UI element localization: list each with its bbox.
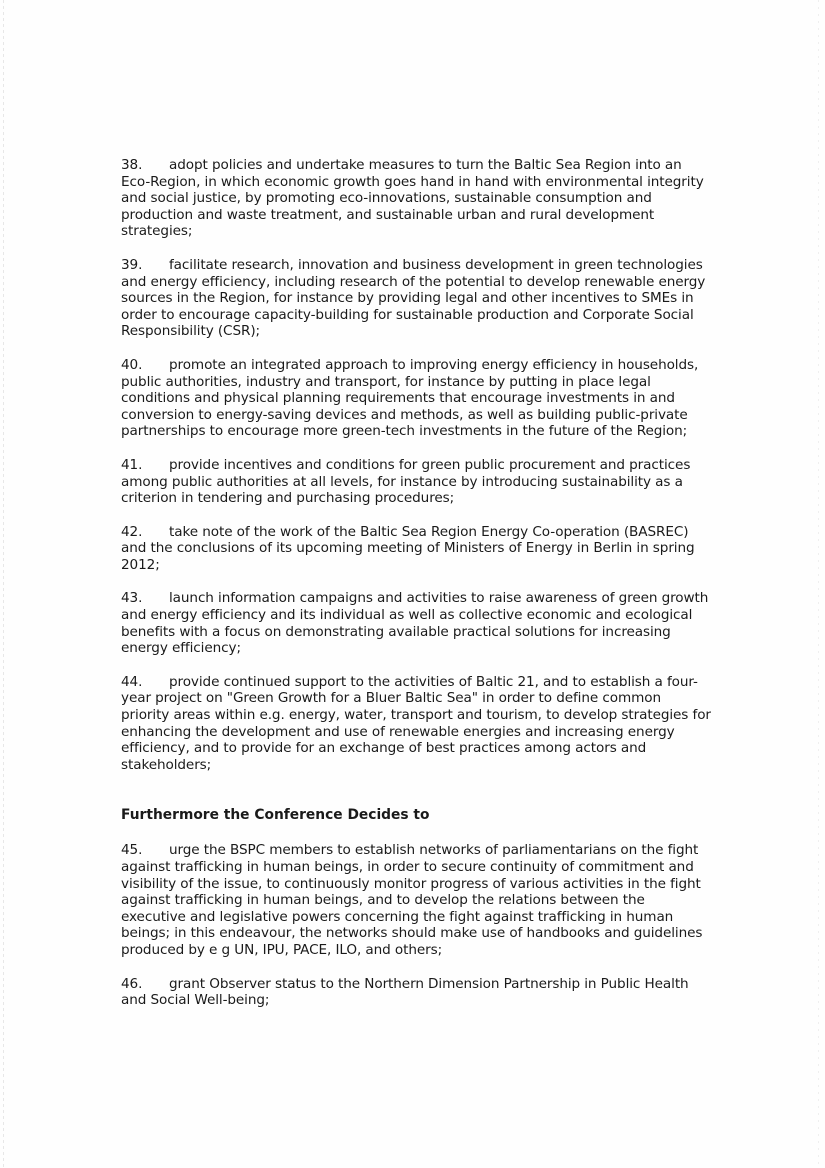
paragraph-42 [121,524,711,574]
paragraph-text: take note of the work of the Baltic Sea Region Energy Co-operation (BASREC) and the conclusions of its upcoming meeting of Ministers of Energy in Berlin in spring 2012; [121,523,695,573]
paragraph-number: 42. [121,523,143,540]
paragraph-39 [121,257,711,340]
paragraph-number: 44. [121,673,143,690]
paragraph-45 [121,842,711,958]
paragraph-number: 38. [121,157,143,173]
paragraph-44 [121,674,711,774]
paragraph-text: provide continued support to the activities of Baltic 21, and to establish a four-year project on "Green Growth for a Bluer Baltic Sea" in order to define common priority areas within e.g. energy, water, transport and tourism, to develop strategies for enhancing the development and use of renewable energies and increasing energy efficiency, and to provide for an exchange of best practices among actors and stakeholders; [121,673,711,773]
paragraph-number: 46. [121,975,143,992]
paragraph-number: 39. [121,256,143,273]
paragraph-46 [121,976,711,1009]
paragraph-number: 43. [121,590,143,607]
paragraph-text: grant Observer status to the Northern Dimension Partnership in Public Health and Social Well-being; [121,975,689,1009]
section-heading: Furthermore the Conference Decides to [121,807,430,824]
paragraph-number: 40. [121,356,143,373]
paragraph-41 [121,457,711,507]
scan-edge-right [818,0,819,1168]
document-body [121,157,711,1026]
paragraph-text: adopt policies and undertake measures to turn the Baltic Sea Region into an Eco-Region, in which economic growth goes hand in hand with environmental integrity and social justice, by promoting eco-innovations, sustainable consumption and production and waste treatment, and sustainable urban and rural development strategies; [121,157,704,240]
paragraph-text: urge the BSPC members to establish networks of parliamentarians on the fight against trafficking in human beings, in order to secure continuity of commitment and visibility of the issue, to continuously monitor progress of various activities in the fight against trafficking in human beings, and to develop the relations between the executive and legislative powers concerning the fight against trafficking in human beings; in this endeavour, the networks should make use of handbooks and guidelines produced by e g UN, IPU, PACE, ILO, and others; [121,842,703,958]
paragraph-text: promote an integrated approach to improving energy efficiency in households, public authorities, industry and transport, for instance by putting in place legal conditions and physical planning requirements that encourage investments in and conversion to energy-saving devices and methods, as well as building public-private partnerships to encourage more green-tech investments in the future of the Region; [121,356,699,440]
paragraph-number: 41. [121,456,143,473]
paragraph-number: 45. [121,842,143,859]
paragraph-40 [121,357,711,440]
paragraph-text: provide incentives and conditions for green public procurement and practices among public authorities at all levels, for instance by introducing sustainability as a criterion in tendering and purchasing procedures; [121,456,691,507]
paragraph-text: facilitate research, innovation and business development in green technologies and energy efficiency, including research of the potential to develop renewable energy sources in the Region, for instance by providing legal and other incentives to SMEs in order to encourage capacity-building for sustainable production and Corporate Social Responsibility (CSR); [121,256,706,340]
scan-edge-left [3,0,4,1168]
paragraph-38 [121,157,711,240]
paragraph-43 [121,590,711,656]
paragraph-text: launch information campaigns and activities to raise awareness of green growth and energy efficiency and its individual as well as collective economic and ecological benefits with a focus on demonstrating available practical solutions for increasing energy efficiency; [121,590,709,657]
